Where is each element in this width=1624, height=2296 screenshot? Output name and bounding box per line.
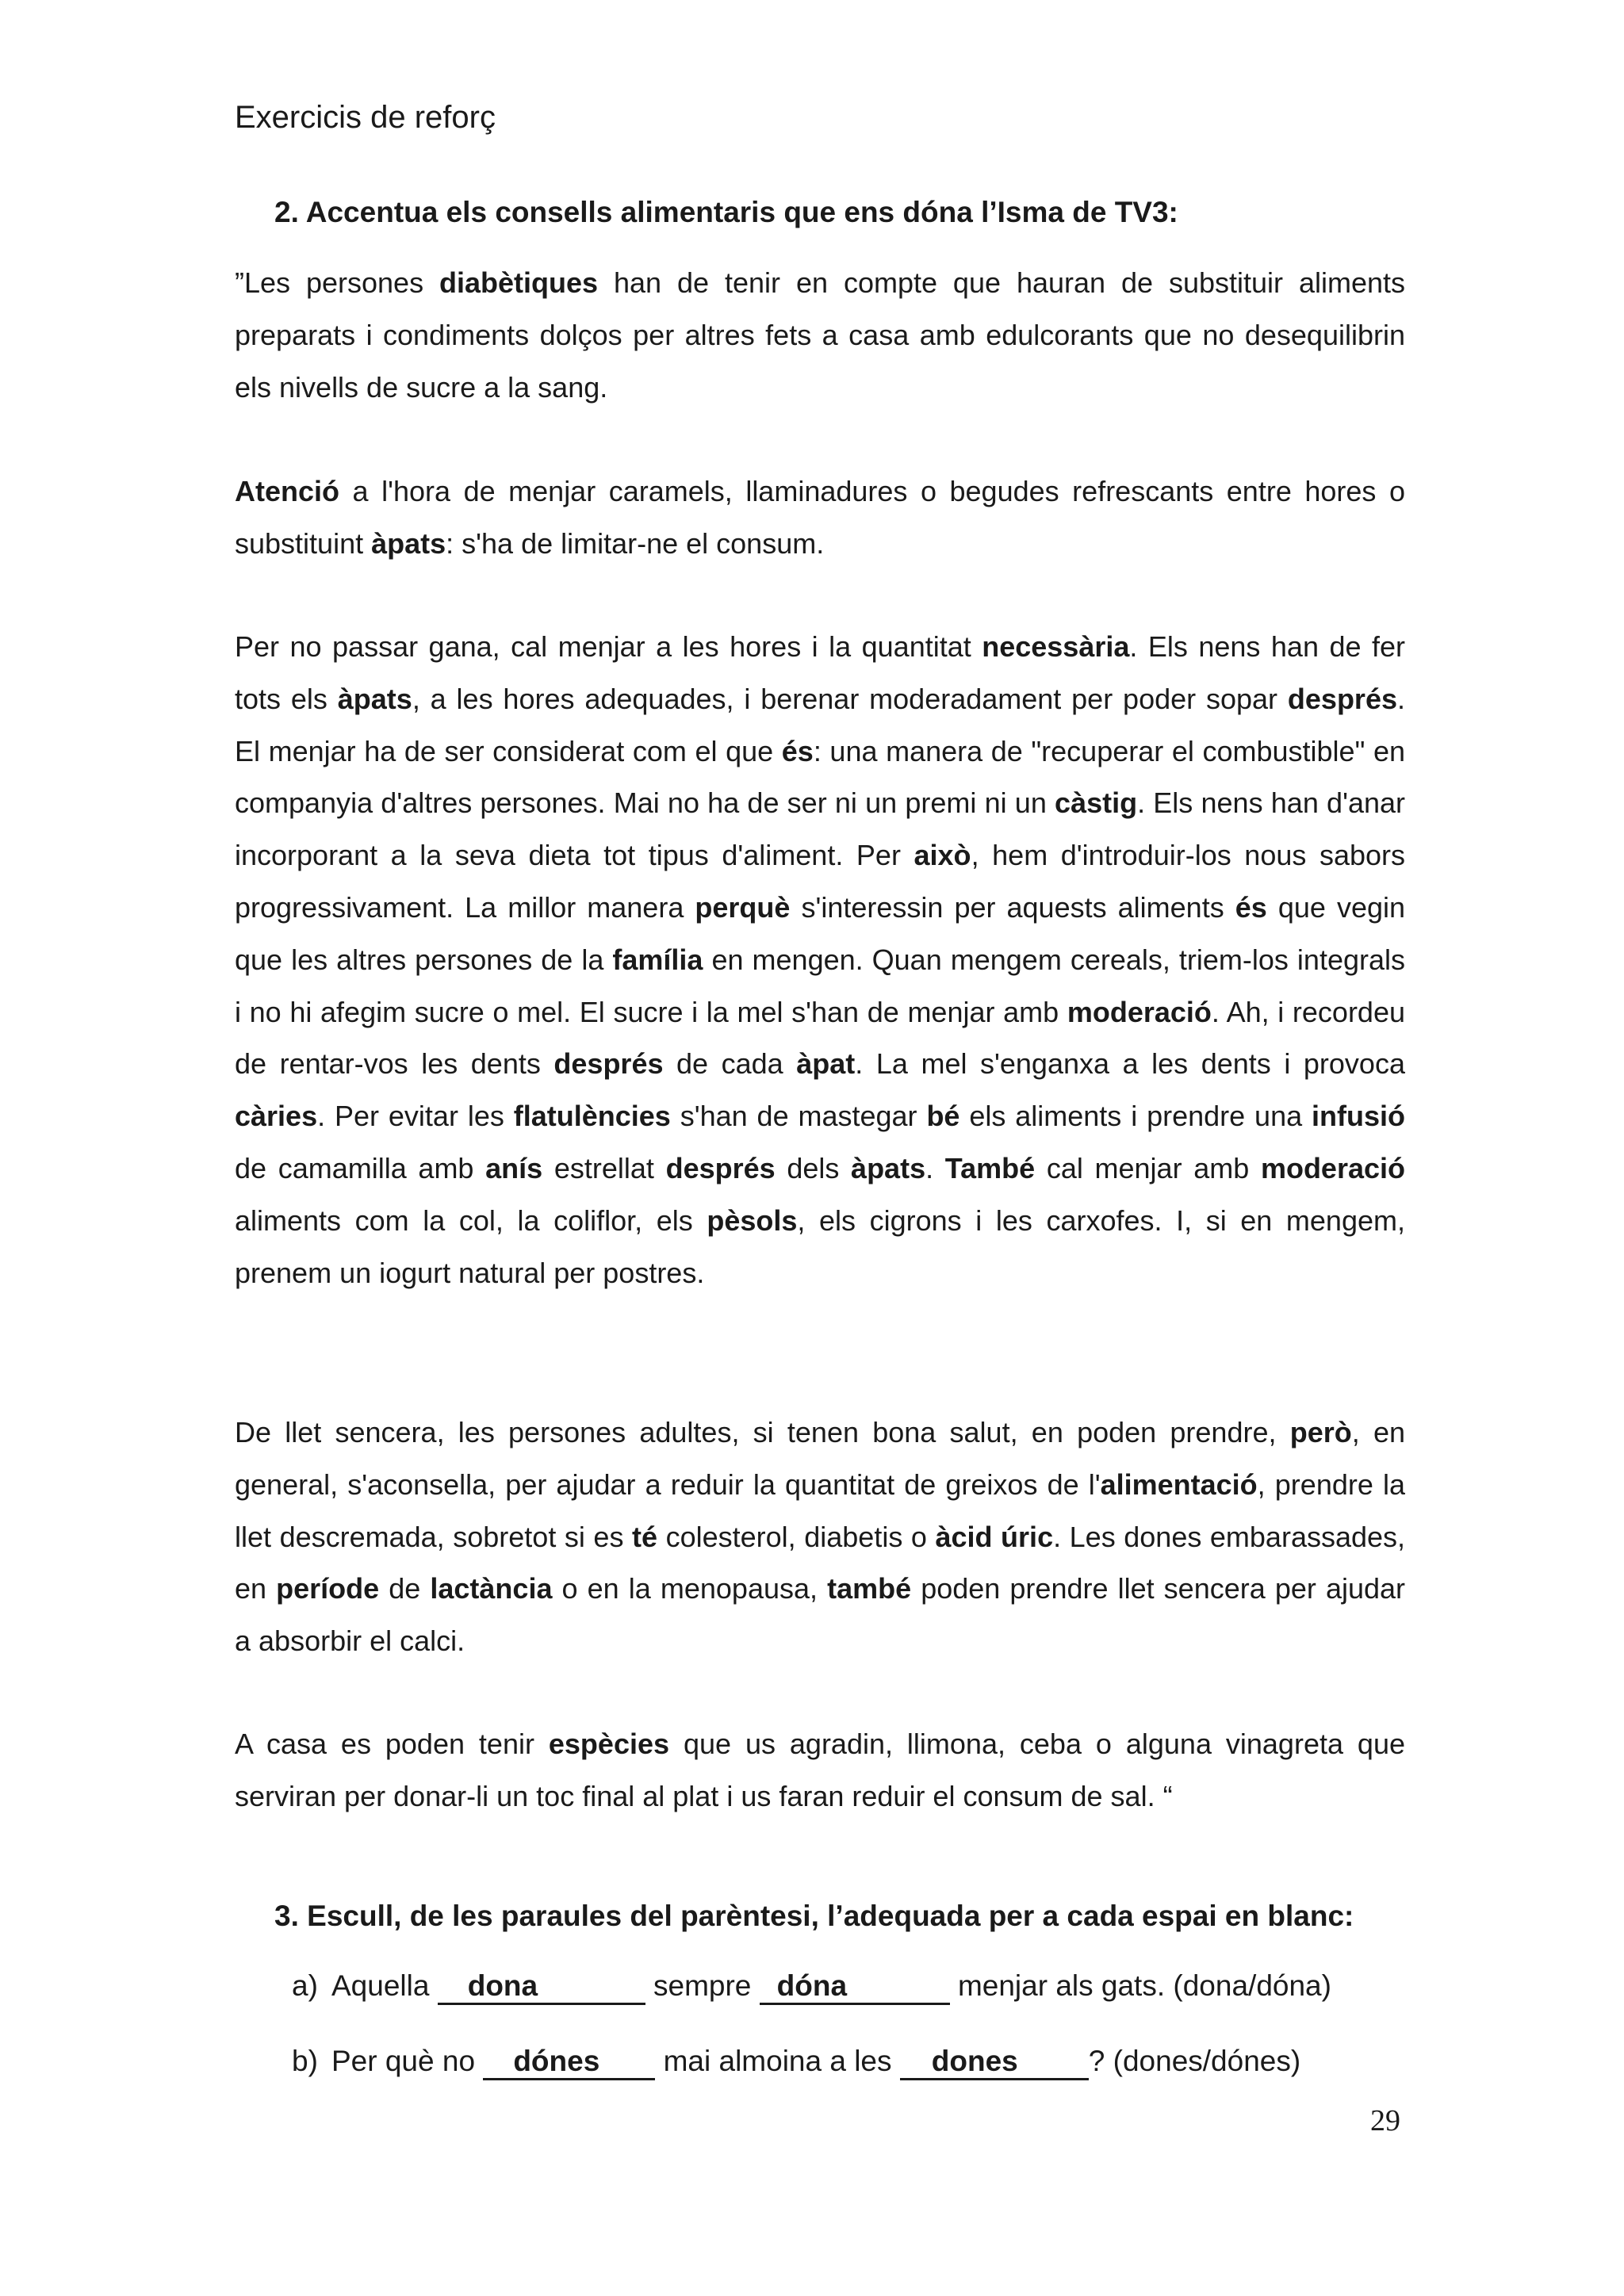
answer-text: dones xyxy=(931,2045,1018,2077)
emphasized-word: moderació xyxy=(1260,1151,1405,1184)
emphasized-word: família xyxy=(612,943,703,976)
emphasized-word: perquè xyxy=(695,890,791,924)
answer-text: dónes xyxy=(513,2045,600,2077)
emphasized-word: necessària xyxy=(982,630,1130,663)
exercise-2-paragraph: Atenció a l'hora de menjar caramels, llaminadures o begudes refrescants entre hores o substituint àpats: s'ha de limitar-ne el consum. xyxy=(235,475,1405,560)
answer-blank xyxy=(760,1969,950,2005)
item-text-middle: sempre xyxy=(653,1969,752,2002)
emphasized-word: després xyxy=(1287,682,1397,715)
emphasized-word: flatulències xyxy=(513,1100,671,1133)
emphasized-word: és xyxy=(1235,890,1267,924)
answer-blank xyxy=(438,1969,645,2005)
answer-text: dona xyxy=(467,1969,538,2002)
emphasized-word: lactància xyxy=(430,1572,553,1605)
item-marker: a) xyxy=(292,1969,318,2002)
answer-blank xyxy=(900,2045,1089,2080)
item-marker: b) xyxy=(292,2045,318,2077)
exercise-3-item-a xyxy=(292,1964,1331,2008)
item-text-before: Aquella xyxy=(331,1969,430,2002)
emphasized-word: àcid úric xyxy=(935,1520,1054,1553)
emphasized-word: anís xyxy=(485,1151,543,1184)
emphasized-word: àpats xyxy=(371,526,446,560)
exercise-2-paragraph: ”Les persones diabètiques han de tenir en compte que hauran de substituir aliments preparats i condiments dolços per altres fets a casa amb edulcorants que no desequilibrin els nivells de sucre a la sang. xyxy=(235,266,1405,404)
item-text-middle: mai almoina a les xyxy=(663,2045,892,2077)
exercise-2-paragraph: Per no passar gana, cal menjar a les hores i la quantitat necessària. Els nens han de fer tots els àpats, a les hores adequades, i berenar moderadament per poder sopar després. El menjar ha de ser considerat com el que és: una manera de "recuperar el combustible" en companyia d'altres persones. Mai no ha de ser ni un premi ni un càstig. Els nens han d'anar incorporant a la seva dieta tot tipus d'aliment. Per això, hem d'introduir-los nous sabors progressivament. La millor manera perquè s'interessin per aquests aliments és que vegin que les altres persones de la família en mengen. Quan mengem cereals, triem-los integrals i no hi afegim sucre o mel. El sucre i la mel s'han de menjar amb moderació. Ah, i recordeu de rentar-vos les dents després de cada àpat. La mel s'enganxa a les dents i provoca càries. Per evitar les flatulències s'han de mastegar bé els aliments i prendre una infusió de camamilla amb anís estrellat després dels àpats. També cal menjar amb moderació aliments com la col, la coliflor, els pèsols, els cigrons i les carxofes. I, si en mengem, prenem un iogurt natural per postres. xyxy=(235,630,1406,1289)
exercise-3-title: 3. Escull, de les paraules del parèntesi, l’adequada per a cada espai en blanc: xyxy=(274,1900,1354,1932)
emphasized-word: té xyxy=(632,1520,658,1553)
emphasized-word: també xyxy=(827,1572,912,1605)
emphasized-word: bé xyxy=(926,1100,960,1133)
emphasized-word: espècies xyxy=(548,1728,670,1760)
emphasized-word: després xyxy=(665,1151,776,1184)
emphasized-word: àpats xyxy=(851,1151,926,1184)
emphasized-word: això xyxy=(914,839,971,872)
exercise-3-item-b xyxy=(292,2039,1300,2084)
emphasized-word: càstig xyxy=(1055,786,1138,820)
answer-text: dóna xyxy=(776,1969,848,2002)
answer-blank xyxy=(483,2045,655,2080)
exercise-2-title: 2. Accentua els consells alimentaris que ens dóna l’Isma de TV3: xyxy=(274,196,1178,228)
emphasized-word: També xyxy=(944,1151,1036,1184)
emphasized-word: càries xyxy=(235,1100,318,1133)
emphasized-word: infusió xyxy=(1312,1100,1405,1133)
page-number: 29 xyxy=(1370,2104,1400,2137)
item-text-before: Per què no xyxy=(331,2045,476,2077)
emphasized-word: àpats xyxy=(337,682,412,715)
emphasized-word: moderació xyxy=(1067,995,1212,1028)
item-text-after: menjar als gats. (dona/dóna) xyxy=(957,1969,1331,2002)
emphasized-word: diabètiques xyxy=(439,266,599,299)
emphasized-word: Atenció xyxy=(235,475,340,507)
emphasized-word: alimentació xyxy=(1100,1468,1258,1501)
emphasized-word: després xyxy=(553,1047,664,1081)
running-header: Exercicis de reforç xyxy=(235,100,496,135)
emphasized-word: però xyxy=(1289,1416,1352,1448)
emphasized-word: període xyxy=(276,1572,380,1605)
item-text-after: ? (dones/dónes) xyxy=(1088,2045,1301,2077)
emphasized-word: àpat xyxy=(796,1047,856,1081)
emphasized-word: pèsols xyxy=(707,1203,798,1237)
emphasized-word: és xyxy=(781,734,814,767)
exercise-2-paragraph: De llet sencera, les persones adultes, si tenen bona salut, en poden prendre, però, en general, s'aconsella, per ajudar a reduir la quantitat de greixos de l'alimentació, prendre la llet descremada, sobretot si es té colesterol, diabetis o àcid úric. Les dones embarassades, en període de lactància o en la menopausa, també poden prendre llet sencera per ajudar a absorbir el calci. xyxy=(235,1416,1406,1658)
exercise-2-paragraph: A casa es poden tenir espècies que us agradin, llimona, ceba o alguna vinagreta que serviran per donar-li un toc final al plat i us faran reduir el consum de sal. “ xyxy=(235,1728,1405,1812)
